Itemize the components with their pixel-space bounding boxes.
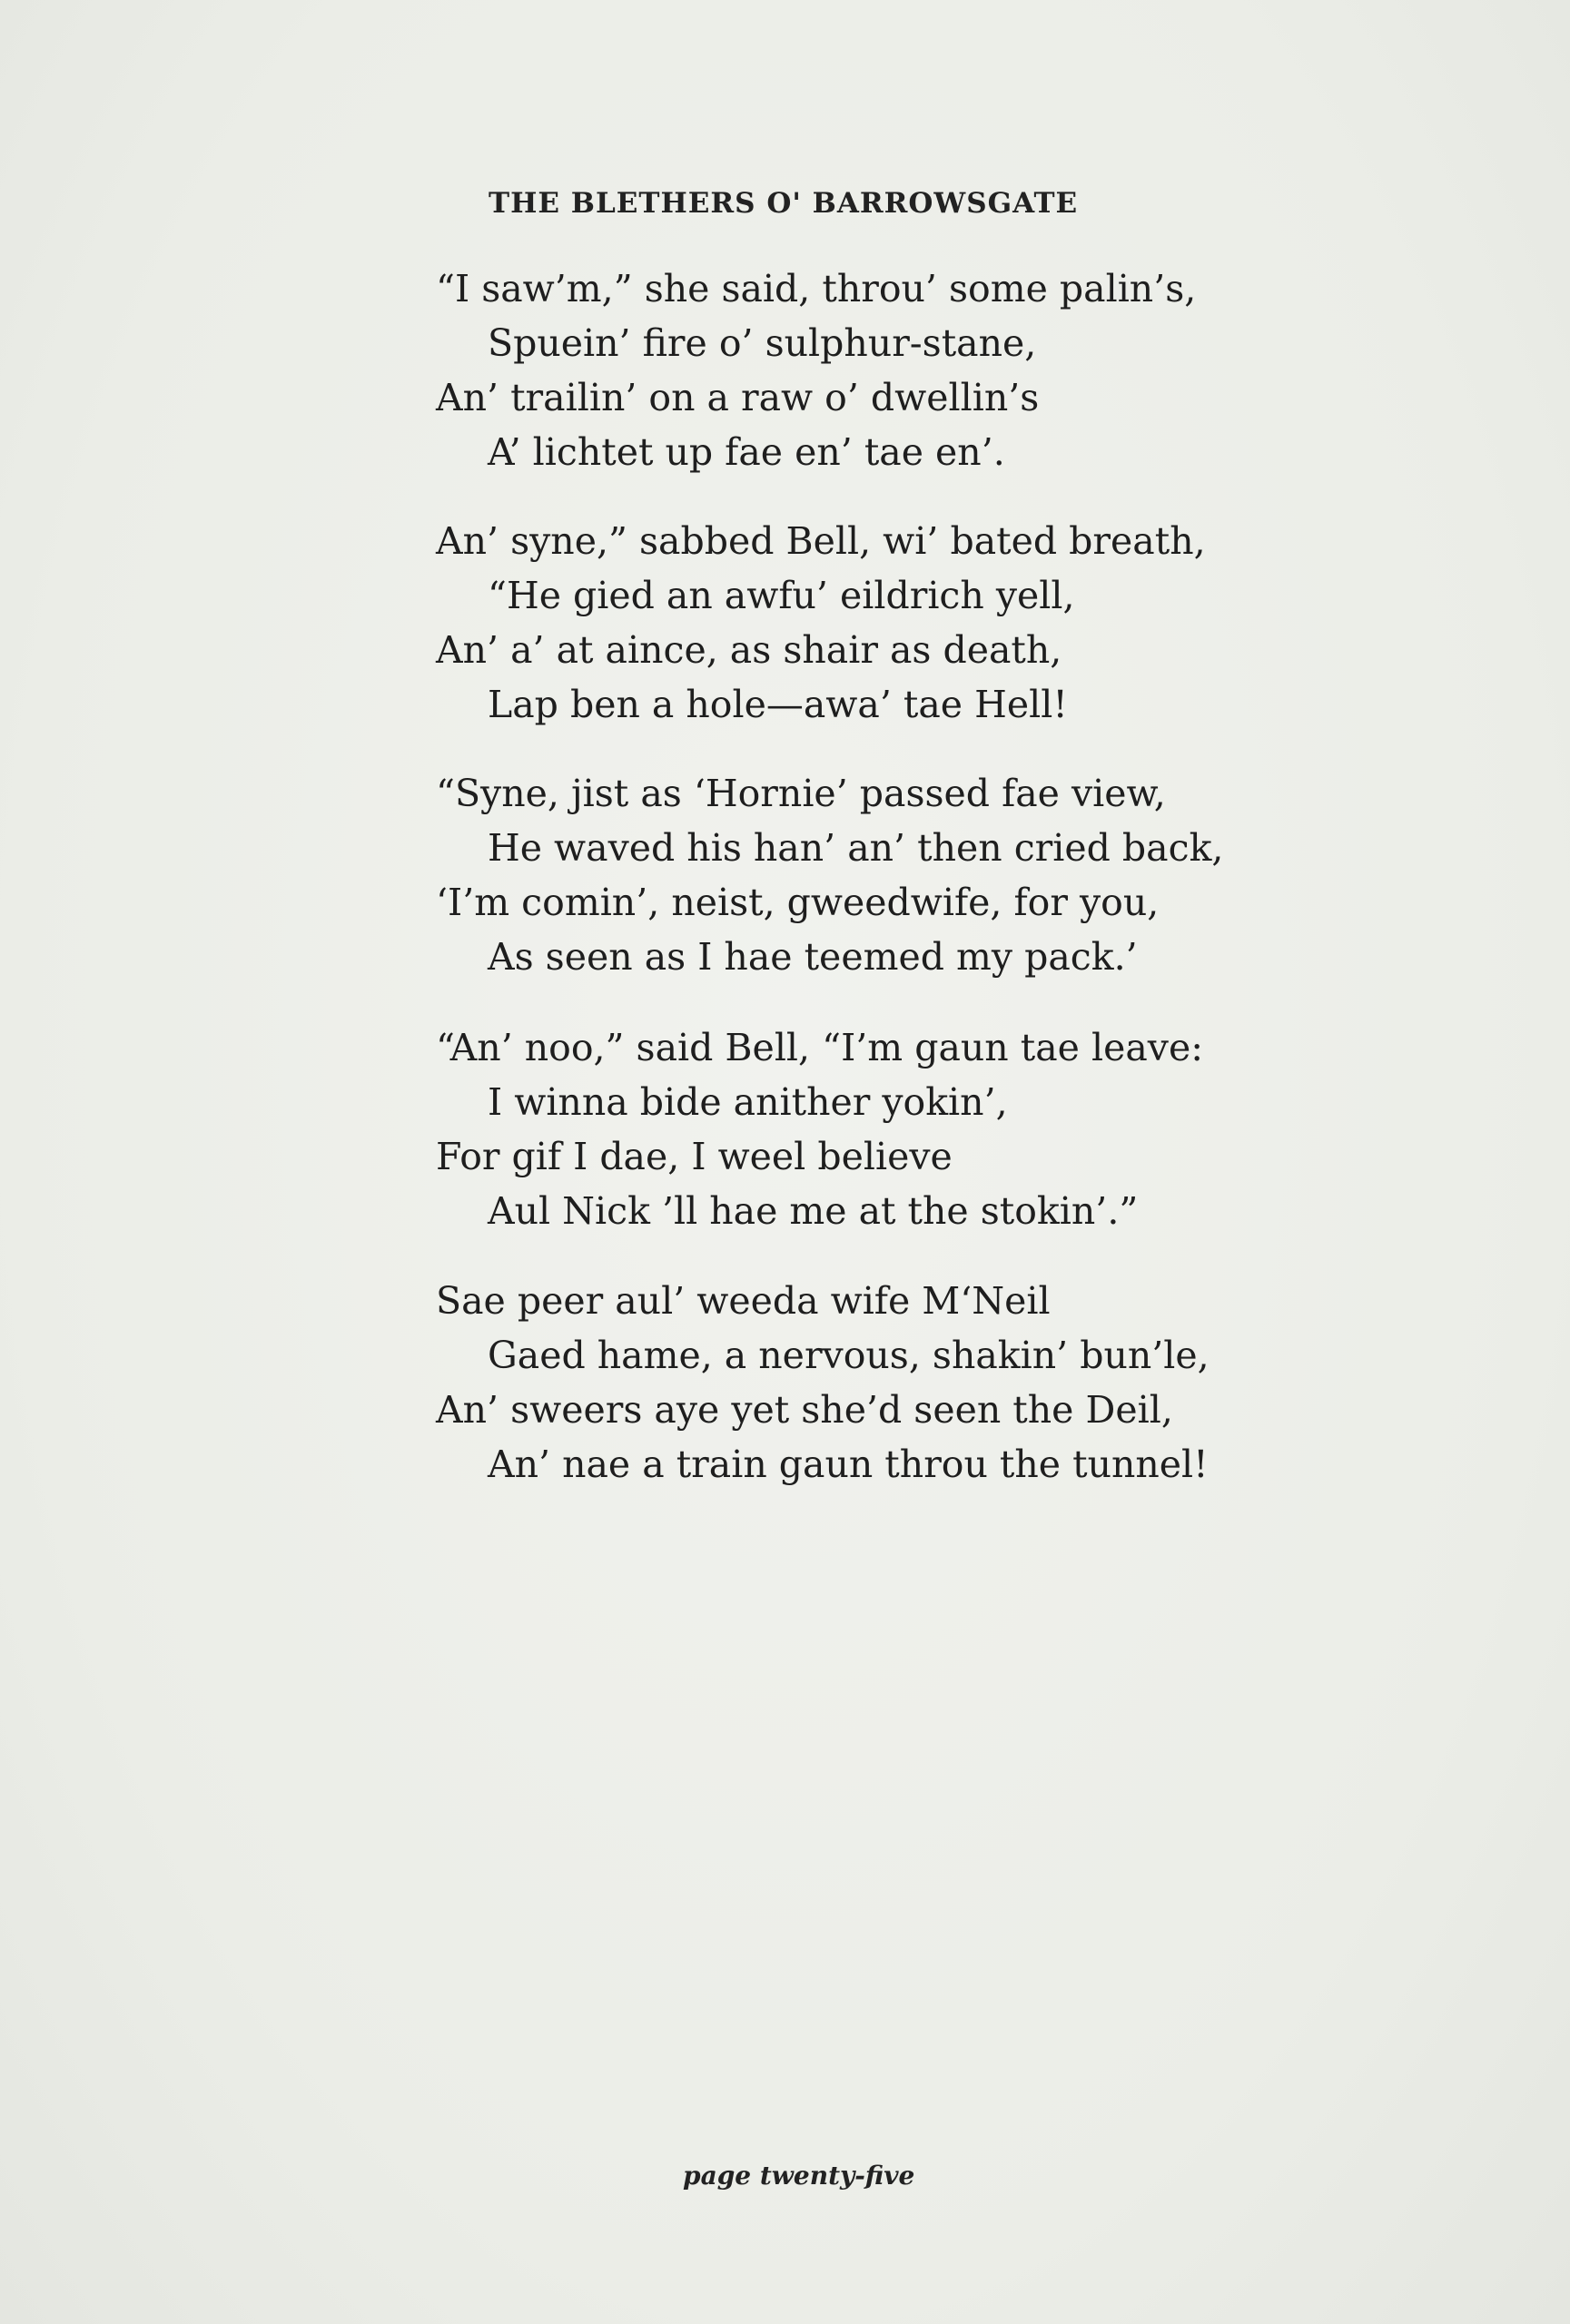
poem	[436, 0, 1344, 2324]
poem-line: An’ trailin’ on a raw o’ dwellin’s	[436, 376, 1040, 419]
poem-line: An’ sweers aye yet she’d seen the Deil,	[436, 1388, 1173, 1432]
poem-line: Aul Nick ’ll hae me at the stokin’.”	[488, 1189, 1139, 1233]
poem-line: “Syne, jist as ‘Hornie’ passed fae view,	[436, 772, 1166, 815]
poem-line: An’ syne,” sabbed Bell, wi’ bated breath,	[436, 519, 1206, 563]
poem-line: “An’ noo,” said Bell, “I’m gaun tae leave:	[436, 1026, 1204, 1069]
poem-line: I winna bide anither yokin’,	[488, 1080, 1008, 1124]
running-head: THE BLETHERS O' BARROWSGATE	[489, 187, 1079, 220]
poem-line: For gif I dae, I weel believe	[436, 1135, 953, 1178]
poem-line: “I saw’m,” she said, throu’ some palin’s,	[436, 267, 1197, 310]
poem-line: A’ lichtet up fae en’ tae en’.	[488, 430, 1005, 474]
poem-line: As seen as I hae teemed my pack.’	[488, 935, 1138, 979]
poem-line: Lap ben a hole—awa’ tae Hell!	[488, 683, 1068, 726]
page-number: page twenty-five	[683, 2161, 915, 2191]
poem-line: He waved his han’ an’ then cried back,	[488, 826, 1224, 870]
poem-line: Spuein’ fire o’ sulphur-stane,	[488, 321, 1037, 365]
poem-line: ‘I’m comin’, neist, gweedwife, for you,	[436, 881, 1160, 924]
poem-line: “He gied an awfu’ eildrich yell,	[488, 574, 1075, 617]
poem-line: Sae peer aul’ weeda wife M‘Neil	[436, 1279, 1051, 1323]
poem-line: An’ a’ at aince, as shair as death,	[436, 628, 1062, 672]
poem-line: Gaed hame, a nervous, shakin’ bun’le,	[488, 1334, 1210, 1377]
poem-line: An’ nae a train gaun throu the tunnel!	[488, 1443, 1209, 1486]
